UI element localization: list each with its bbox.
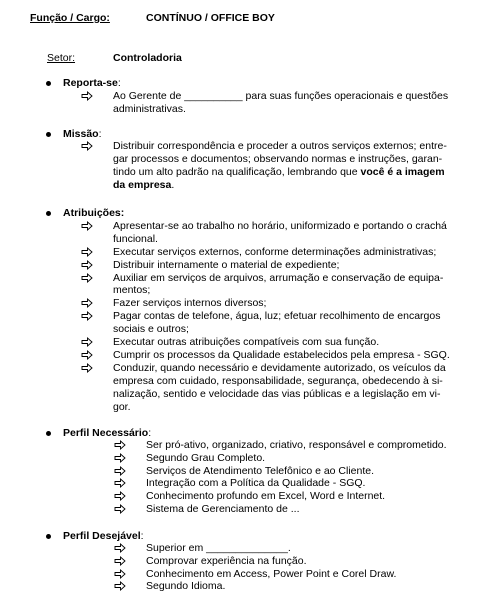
reporta-line: administrativas. (113, 103, 186, 115)
atribuicao-item-line: Executar outras atribuições compatíveis com sua função. (113, 336, 380, 348)
perfil-desejavel-item: Segundo Idioma. (146, 580, 226, 592)
perfil-necessario-item: Conhecimento profundo em Excel, Word e Internet. (146, 490, 386, 502)
arrow-icon (81, 247, 93, 257)
reporta-line: Ao Gerente de __________ para suas funções operacionais e questões (113, 90, 449, 102)
arrow-icon (81, 141, 93, 151)
atribuicao-item-line: Conduzir, quando necessário e devidamente autorizado, os veículos da (113, 362, 446, 374)
atribuicao-item-line: empresa com cuidado, responsabilidade, segurança, obedecendo à si- (113, 375, 443, 387)
arrow-icon (114, 504, 126, 514)
atribuicao-item-line: gor. (113, 401, 131, 413)
arrow-icon (81, 311, 93, 321)
arrow-icon (114, 581, 126, 591)
arrow-icon (81, 273, 93, 283)
atribuicao-item-line: Apresentar-se ao trabalho no horário, uniformizado e portando o crachá (113, 220, 447, 232)
arrow-icon (81, 298, 93, 308)
atribuicoes-heading: Atribuições: (63, 207, 125, 219)
arrow-icon (114, 569, 126, 579)
perfil-necessario-heading: Perfil Necessário: (63, 427, 152, 439)
perfil-desejavel-item: Conhecimento em Access, Power Point e Corel Draw. (146, 568, 397, 580)
arrow-icon (81, 221, 93, 231)
atribuicao-item-line: nalização, sentido e velocidade das vias públicas e a legislação em vi- (113, 388, 441, 400)
role-label: Função / Cargo: (30, 12, 110, 24)
arrow-icon (81, 337, 93, 347)
atribuicao-item-line: Distribuir internamente o material de expediente; (113, 259, 340, 271)
perfil-necessario-item: Ser pró-ativo, organizado, criativo, responsável e comprometido. (146, 439, 447, 451)
sector-label: Setor: (47, 52, 76, 64)
atribuicao-item-line: Cumprir os processos da Qualidade estabelecidos pela empresa - SGQ. (113, 349, 450, 361)
perfil-necessario-item: Serviços de Atendimento Telefônico e ao Cliente. (146, 465, 375, 477)
arrow-icon (81, 260, 93, 270)
bullet-icon (46, 132, 51, 137)
arrow-icon (114, 543, 126, 553)
perfil-desejavel-heading: Perfil Desejável: (63, 530, 144, 542)
atribuicao-item-line: Auxiliar em serviços de arquivos, arrumação e conservação de equipa- (113, 272, 444, 284)
missao-line: gar processos e documentos; observando normas e instruções, garan- (113, 153, 443, 165)
atribuicao-item-line: Fazer serviços internos diversos; (113, 297, 267, 309)
perfil-desejavel-item: Superior em ______________. (146, 542, 291, 554)
sector-value: Controladoria (113, 52, 182, 64)
missao-heading: Missão: (63, 128, 102, 140)
atribuicao-item-line: Executar serviços externos, conforme determinações administrativas; (113, 246, 437, 258)
atribuicao-item-line: mentos; (113, 284, 151, 296)
perfil-desejavel-item: Comprovar experiência na função. (146, 555, 307, 567)
arrow-icon (114, 466, 126, 476)
arrow-icon (114, 491, 126, 501)
perfil-necessario-item: Integração com a Política da Qualidade - SGQ. (146, 477, 366, 489)
role-value: CONTÍNUO / OFFICE BOY (146, 12, 275, 24)
perfil-necessario-item: Segundo Grau Completo. (146, 452, 266, 464)
arrow-icon (114, 440, 126, 450)
perfil-necessario-item: Sistema de Gerenciamento de ... (146, 503, 300, 515)
arrow-icon (114, 453, 126, 463)
atribuicao-item-line: sociais e outros; (113, 323, 189, 335)
bullet-icon (46, 211, 51, 216)
bullet-icon (46, 534, 51, 539)
atribuicao-item-line: Pagar contas de telefone, água, luz; efetuar recolhimento de encargos (113, 310, 441, 322)
missao-line: tindo um alto padrão na qualificação, lembrando que você é a imagem (113, 166, 445, 178)
arrow-icon (114, 556, 126, 566)
arrow-icon (81, 91, 93, 101)
bullet-icon (46, 81, 51, 86)
missao-line: Distribuir correspondência e proceder a outros serviços externos; entre- (113, 140, 447, 152)
arrow-icon (114, 478, 126, 488)
arrow-icon (81, 350, 93, 360)
missao-line: da empresa. (113, 179, 175, 191)
bullet-icon (46, 431, 51, 436)
reporta-heading: Reporta-se: (63, 77, 121, 89)
atribuicao-item-line: funcional. (113, 233, 158, 245)
arrow-icon (81, 363, 93, 373)
